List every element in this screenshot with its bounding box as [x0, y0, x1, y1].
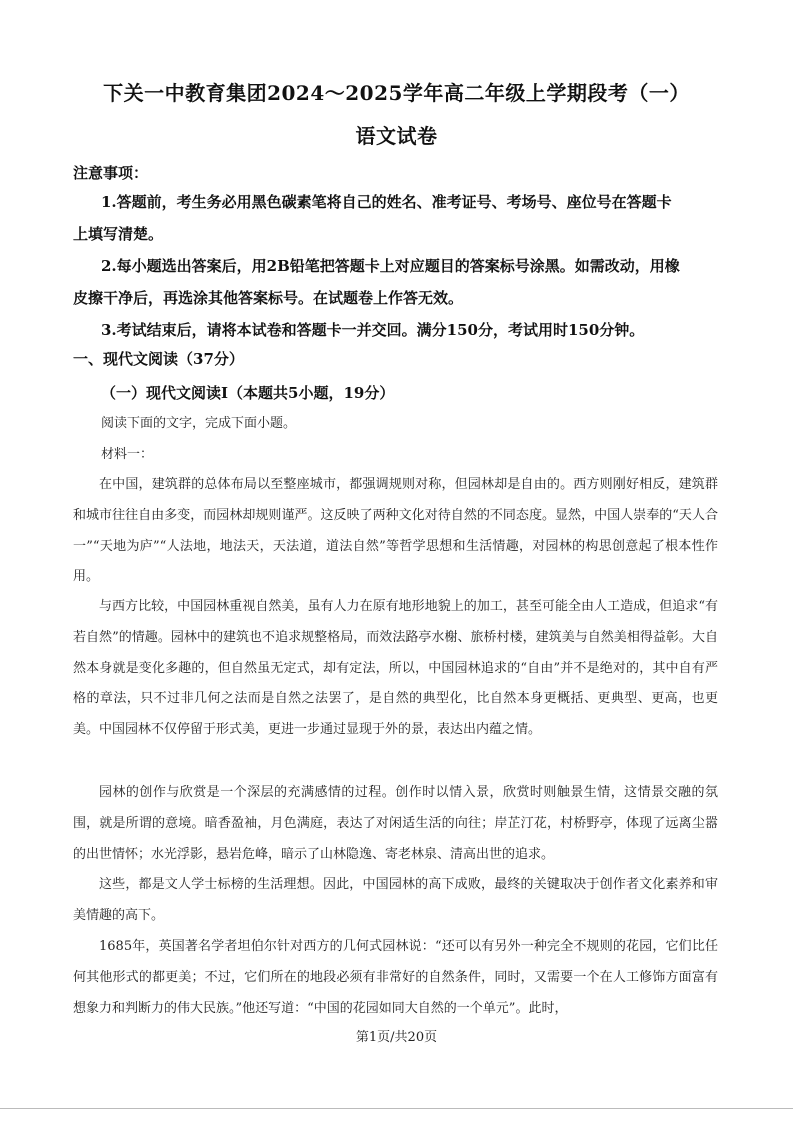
notice-label: 注意事项： [73, 164, 149, 182]
reading-instruction: 阅读下面的文字，完成下面小题。 [101, 416, 297, 431]
passage-paragraph: 1685年，英国著名学者坦伯尔针对西方的几何式园林说：“还可以有另外一种完全不规则的花园，它们比任何其他形式的都更美；不过，它们所在的地段必须有非常好的自然条件，同时，又需要一个在人工修饰方面富有想象力和判断力的伟大民族。”他还写道：“中国的花园如同大自然的一个单元”。此时， [73, 939, 718, 1016]
notice-item-2-line-1: 2.每小题选出答案后，用2B铅笔把答题卡上对应题目的答案标号涂黑。如需改动，用橡 [101, 257, 680, 275]
passage-paragraph: 在中国，建筑群的总体布局以至整座城市，都强调规则对称，但园林却是自由的。西方则刚好相反，建筑群和城市往往自由多变，而园林却规则谨严。这反映了两种文化对待自然的不同态度。显然，中国人崇奉的“天人合一”“天地为庐”“人法地，地法天，天法道，道法自然”等哲学思想和生活情趣，对园林的构思创意起了根本性作用。 [73, 477, 718, 585]
notice-item-2-line-2: 皮擦干净后，再选涂其他答案标号。在试题卷上作答无效。 [73, 289, 464, 307]
notice-item-1-line-1: 1.答题前，考生务必用黑色碳素笔将自己的姓名、准考证号、考场号、座位号在答题卡 [101, 193, 672, 211]
bottom-divider [0, 1108, 793, 1109]
exam-subject-title: 语文试卷 [355, 124, 438, 148]
material-label: 材料一： [101, 447, 154, 462]
page-number: 第1页/共20页 [355, 1030, 438, 1045]
notice-item-1-line-2: 上填写清楚。 [73, 225, 164, 243]
section-title: 一、现代文阅读（37分） [73, 350, 244, 368]
passage-paragraph: 园林的创作与欣赏是一个深层的充满感情的过程。创作时以情入景，欣赏时则触景生情，这情景交融的氛围，就是所谓的意境。暗香盈袖，月色满庭，表达了对闲适生活的向往；岸芷汀花，村桥野亭，体现了远离尘嚣的出世情怀；水光浮影，悬岩危峰，暗示了山林隐逸、寄老林泉、清高出世的追求。 [73, 785, 718, 862]
passage-paragraph: 与西方比较，中国园林重视自然美，虽有人力在原有地形地貌上的加工，甚至可能全由人工造成，但追求“有若自然”的情趣。园林中的建筑也不追求规整格局，而效法路亭水榭、旅桥村楼，建筑美与自然美相得益彰。大自然本身就是变化多趣的，但自然虽无定式，却有定法，所以，中国园林追求的“自由”并不是绝对的，其中自有严格的章法，只不过非几何之法而是自然之法罢了，是自然的典型化，比自然本身更概括、更典型、更高，也更美。中国园林不仅停留于形式美，更进一步通过显现于外的景，表达出内蕴之情。 [73, 599, 718, 738]
passage-paragraph: 这些，都是文人学士标榜的生活理想。因此，中国园林的高下成败，最终的关键取决于创作者文化素养和审美情趣的高下。 [73, 877, 718, 923]
notice-item-3: 3.考试结束后，请将本试卷和答题卡一并交回。满分150分，考试用时150分钟。 [101, 321, 645, 339]
exam-title: 下关一中教育集团2024～2025学年高二年级上学期段考（一） [103, 81, 690, 105]
section-subtitle: （一）现代文阅读Ⅰ（本题共5小题，19分） [101, 384, 395, 402]
